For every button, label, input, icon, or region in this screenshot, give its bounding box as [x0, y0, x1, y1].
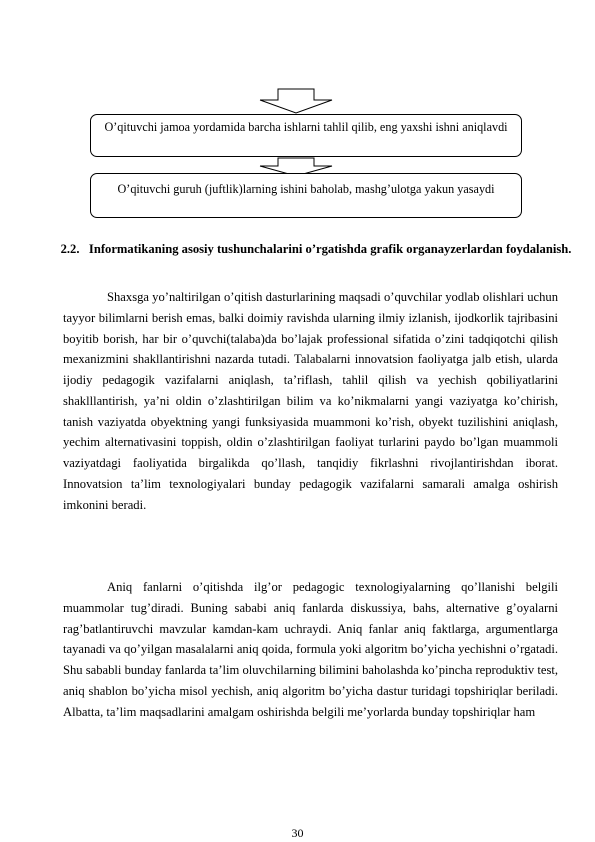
flow-box-evaluation [90, 173, 522, 218]
section-number: 2.2. [60, 242, 80, 256]
flow-box-analysis [90, 114, 522, 157]
paragraph-2: Aniq fanlarni o’qitishda ilg’or pedagogic texnologiyalarning qo’llanishi belgili muammolar tug’diradi. Buning sababi aniq fanlarda diskussiya, bahs, alternative g’oyalarni rag’batlantiruvchi mavzular kamdan-kam uchraydi. Aniq fanlar aniq faktlarga, argumentlarga tayanadi va qo’yilgan masalalarni aniq qoida, formula yoki algoritm bo’yicha yechishni o’rgatadi. Shu sababli bunday fanlarda ta’lim oluvchilarning bilimini baholashda ko’pincha reproduktiv test, aniq shablon bo’yicha misol yechish, aniq algoritm bo’yicha dastur turidagi topshiriqlar beriladi. Albatta, ta’lim maqsadlarini amalgam oshirishda belgili me’yorlarda bunday topshiriqlar ham [63, 580, 558, 719]
section-title: Informatikaning asosiy tushunchalarini o’rgatishda grafik organayzerlardan foydalanish. [88, 242, 572, 256]
flow-box-evaluation-text: O’qituvchi guruh (juftlik)larning ishini baholab, mashg’ulotga yakun yasaydi [117, 182, 495, 196]
section-heading [60, 236, 572, 262]
flow-box-analysis-text: O’qituvchi jamoa yordamida barcha ishlarni tahlil qilib, eng yaxshi ishni aniqlavdi [104, 120, 508, 134]
down-arrow-icon [258, 88, 334, 114]
paragraph-1: Shaxsga yo’naltirilgan o’qitish dasturlarining maqsadi o’quvchilar yodlab olishlari uchun tayyor bilimlarni berish emas, balki doimiy ravishda ularning ilmiy izlanish, ijodkorlik tajribasini boyitib borish, har bir o’quvchi(talaba)da bo’lajak professional sifatida o’zini tadqiqotchi qilish mexanizmini shakllantirishni nazarda tutadi. Talabalarni innovatsion faoliyatga jalb etish, ularda ijodiy pedagogik vazifalarni aniqlash, ta’riflash, tahlil qilish va yechish qobiliyatlarini shaklllantirish, ya’ni oldin o’zlashtirilgan bilim va ko’nikmalarni yangi vaziyatga ko’chirish, tanish vaziyatda obyektning yangi funksiyasida muammoni ko’rish, obyekt tuzilishini aniqlash, yechim alternativasini toppish, oldin o’zlashtirilgan faoliyat turlarini paydo bo’lgan muammoli vaziyatdagi faoliyatida birgalikda qo’llash, tanqidiy fikrlashni rivojlantirishdan iborat. Innovatsion ta’lim texnologiyalari bunday pedagogik vazifalarni samarali amalga oshirish imkonini beradi. [63, 290, 558, 512]
page-number: 30 [291, 826, 304, 840]
